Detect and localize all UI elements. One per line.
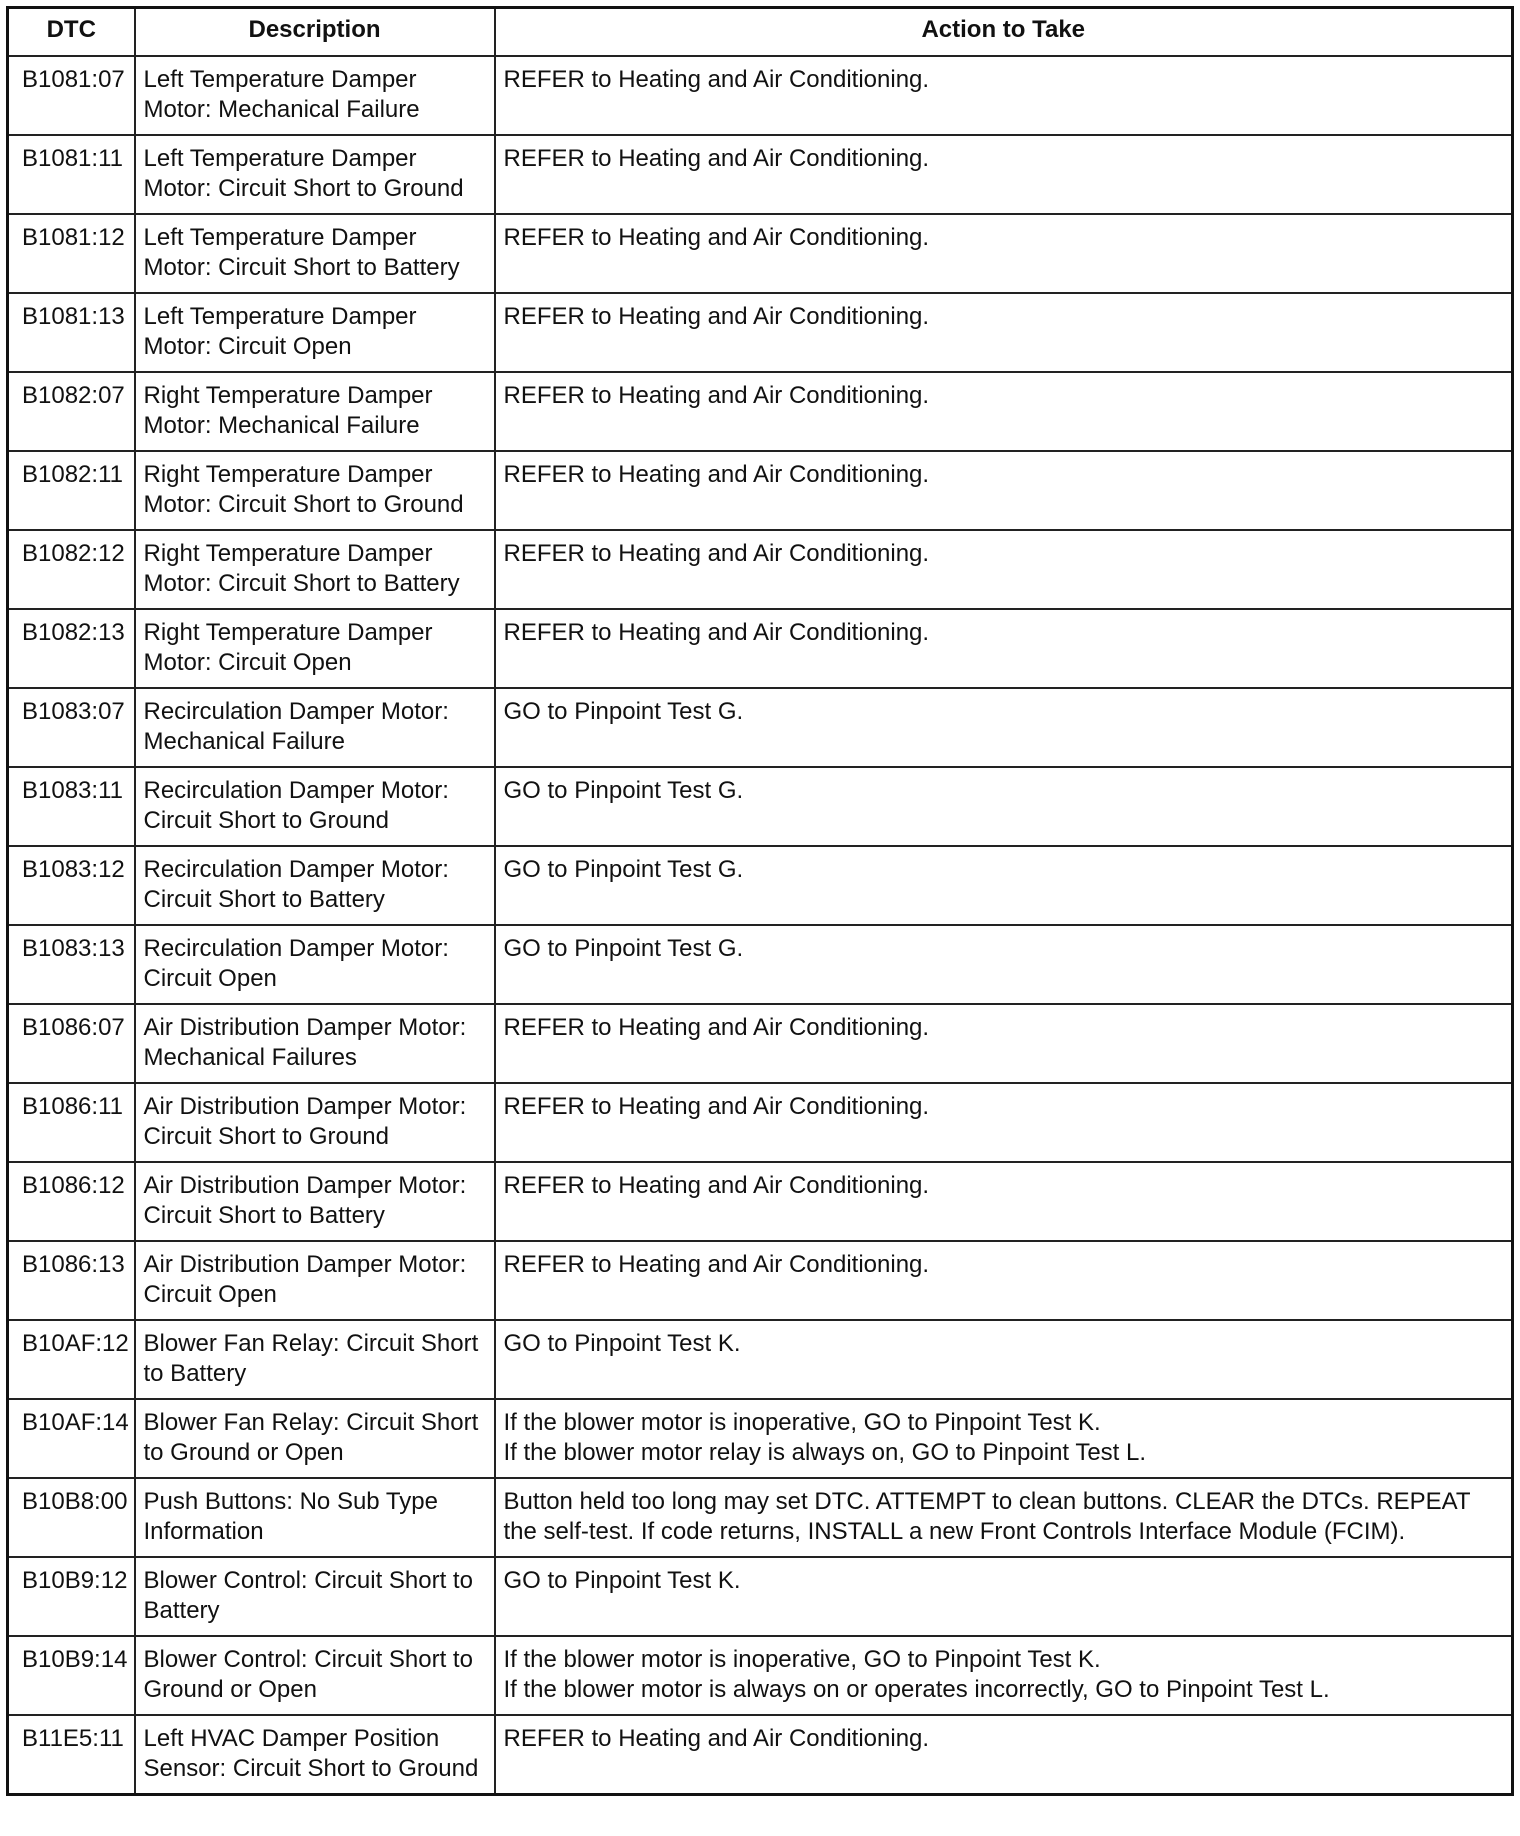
dtc-action: [495, 609, 1513, 688]
action-line: GO to Pinpoint Test G.: [503, 856, 744, 883]
dtc-description: Blower Control: Circuit Short to Ground or Open: [135, 1636, 495, 1715]
dtc-action: [495, 1636, 1513, 1715]
table-row: [8, 293, 1513, 372]
dtc-code: B1083:13: [8, 925, 135, 1004]
table-row: [8, 135, 1513, 214]
dtc-code: B1082:12: [8, 530, 135, 609]
dtc-action: [495, 56, 1513, 135]
dtc-code: B1086:07: [8, 1004, 135, 1083]
action-line: REFER to Heating and Air Conditioning.: [503, 66, 930, 93]
dtc-action: [495, 214, 1513, 293]
table-row: [8, 1399, 1513, 1478]
table-row: [8, 1478, 1513, 1557]
action-line: GO to Pinpoint Test K.: [503, 1567, 741, 1594]
table-row: [8, 688, 1513, 767]
dtc-description: Air Distribution Damper Motor: Circuit Short to Battery: [135, 1162, 495, 1241]
dtc-code: B1081:12: [8, 214, 135, 293]
dtc-description: Recirculation Damper Motor: Circuit Short to Battery: [135, 846, 495, 925]
dtc-description: Air Distribution Damper Motor: Circuit Open: [135, 1241, 495, 1320]
table-row: [8, 372, 1513, 451]
action-line: REFER to Heating and Air Conditioning.: [503, 303, 930, 330]
table-row: [8, 451, 1513, 530]
dtc-description: Left Temperature Damper Motor: Mechanical Failure: [135, 56, 495, 135]
action-line: REFER to Heating and Air Conditioning.: [503, 224, 930, 251]
table-row: [8, 1083, 1513, 1162]
action-line: GO to Pinpoint Test G.: [503, 935, 744, 962]
action-line: If the blower motor is inoperative, GO to Pinpoint Test K.: [503, 1646, 1101, 1673]
table-row: [8, 1636, 1513, 1715]
dtc-description: Right Temperature Damper Motor: Mechanical Failure: [135, 372, 495, 451]
dtc-action: [495, 372, 1513, 451]
dtc-code: B1083:07: [8, 688, 135, 767]
table-row: [8, 925, 1513, 1004]
action-line: REFER to Heating and Air Conditioning.: [503, 1725, 930, 1752]
dtc-code: B1083:11: [8, 767, 135, 846]
action-line: REFER to Heating and Air Conditioning.: [503, 145, 930, 172]
dtc-code: B1086:13: [8, 1241, 135, 1320]
action-line: REFER to Heating and Air Conditioning.: [503, 461, 930, 488]
dtc-description: Blower Control: Circuit Short to Battery: [135, 1557, 495, 1636]
dtc-description: Blower Fan Relay: Circuit Short to Battery: [135, 1320, 495, 1399]
action-line: REFER to Heating and Air Conditioning.: [503, 382, 930, 409]
action-line: REFER to Heating and Air Conditioning.: [503, 619, 930, 646]
dtc-action: [495, 767, 1513, 846]
dtc-description: Left HVAC Damper Position Sensor: Circuit Short to Ground: [135, 1715, 495, 1795]
action-line: GO to Pinpoint Test G.: [503, 777, 744, 804]
dtc-action: [495, 530, 1513, 609]
dtc-action: [495, 451, 1513, 530]
dtc-code: B1081:13: [8, 293, 135, 372]
dtc-description: Recirculation Damper Motor: Circuit Short to Ground: [135, 767, 495, 846]
action-line: If the blower motor is inoperative, GO to Pinpoint Test K.: [503, 1409, 1101, 1436]
dtc-action: [495, 846, 1513, 925]
dtc-description: Recirculation Damper Motor: Circuit Open: [135, 925, 495, 1004]
dtc-code: B1086:12: [8, 1162, 135, 1241]
dtc-action: [495, 1083, 1513, 1162]
dtc-description: Right Temperature Damper Motor: Circuit Short to Battery: [135, 530, 495, 609]
dtc-table: [6, 6, 1514, 1796]
dtc-description: Right Temperature Damper Motor: Circuit Open: [135, 609, 495, 688]
table-row: [8, 609, 1513, 688]
dtc-code: B1082:07: [8, 372, 135, 451]
dtc-description: Air Distribution Damper Motor: Circuit Short to Ground: [135, 1083, 495, 1162]
dtc-code: B10B9:14: [8, 1636, 135, 1715]
dtc-description: Left Temperature Damper Motor: Circuit Short to Ground: [135, 135, 495, 214]
action-line: GO to Pinpoint Test G.: [503, 698, 744, 725]
table-row: [8, 767, 1513, 846]
table-header: [8, 8, 1513, 57]
action-line: REFER to Heating and Air Conditioning.: [503, 540, 930, 567]
table-body: [8, 56, 1513, 1795]
table-row: [8, 1715, 1513, 1795]
header-description: Description: [135, 8, 495, 57]
action-line: REFER to Heating and Air Conditioning.: [503, 1093, 930, 1120]
dtc-code: B1083:12: [8, 846, 135, 925]
dtc-action: [495, 135, 1513, 214]
dtc-code: B10AF:12: [8, 1320, 135, 1399]
action-line: Button held too long may set DTC. ATTEMPT to clean buttons. CLEAR the DTCs. REPEAT the self-test. If code returns, INSTALL a new Front Controls Interface Module (FCIM).: [503, 1488, 1471, 1545]
table-row: [8, 214, 1513, 293]
action-line: REFER to Heating and Air Conditioning.: [503, 1251, 930, 1278]
dtc-code: B1082:13: [8, 609, 135, 688]
dtc-action: [495, 1241, 1513, 1320]
action-line: REFER to Heating and Air Conditioning.: [503, 1014, 930, 1041]
dtc-action: [495, 925, 1513, 1004]
action-line: GO to Pinpoint Test K.: [503, 1330, 741, 1357]
dtc-description: Right Temperature Damper Motor: Circuit Short to Ground: [135, 451, 495, 530]
table-row: [8, 56, 1513, 135]
dtc-action: [495, 293, 1513, 372]
dtc-action: [495, 1715, 1513, 1795]
dtc-description: Recirculation Damper Motor: Mechanical Failure: [135, 688, 495, 767]
dtc-description: Air Distribution Damper Motor: Mechanical Failures: [135, 1004, 495, 1083]
table-row: [8, 1162, 1513, 1241]
table-row: [8, 530, 1513, 609]
dtc-action: [495, 1162, 1513, 1241]
dtc-code: B10B9:12: [8, 1557, 135, 1636]
dtc-code: B10AF:14: [8, 1399, 135, 1478]
table-row: [8, 1241, 1513, 1320]
dtc-description: Push Buttons: No Sub Type Information: [135, 1478, 495, 1557]
table-row: [8, 846, 1513, 925]
dtc-action: [495, 1004, 1513, 1083]
action-line: REFER to Heating and Air Conditioning.: [503, 1172, 930, 1199]
table-row: [8, 1004, 1513, 1083]
header-row: [8, 8, 1513, 57]
dtc-code: B1086:11: [8, 1083, 135, 1162]
header-action: Action to Take: [495, 8, 1513, 57]
action-line: If the blower motor is always on or operates incorrectly, GO to Pinpoint Test L.: [503, 1676, 1330, 1703]
dtc-code: B1081:07: [8, 56, 135, 135]
dtc-code: B10B8:00: [8, 1478, 135, 1557]
dtc-description: Left Temperature Damper Motor: Circuit Short to Battery: [135, 214, 495, 293]
dtc-action: [495, 1557, 1513, 1636]
dtc-action: [495, 1399, 1513, 1478]
header-dtc: DTC: [8, 8, 135, 57]
table-row: [8, 1320, 1513, 1399]
dtc-code: B1081:11: [8, 135, 135, 214]
table-row: [8, 1557, 1513, 1636]
dtc-description: Left Temperature Damper Motor: Circuit Open: [135, 293, 495, 372]
dtc-code: B1082:11: [8, 451, 135, 530]
dtc-code: B11E5:11: [8, 1715, 135, 1795]
dtc-action: [495, 1320, 1513, 1399]
dtc-description: Blower Fan Relay: Circuit Short to Ground or Open: [135, 1399, 495, 1478]
action-line: If the blower motor relay is always on, GO to Pinpoint Test L.: [503, 1439, 1147, 1466]
dtc-action: [495, 1478, 1513, 1557]
dtc-action: [495, 688, 1513, 767]
